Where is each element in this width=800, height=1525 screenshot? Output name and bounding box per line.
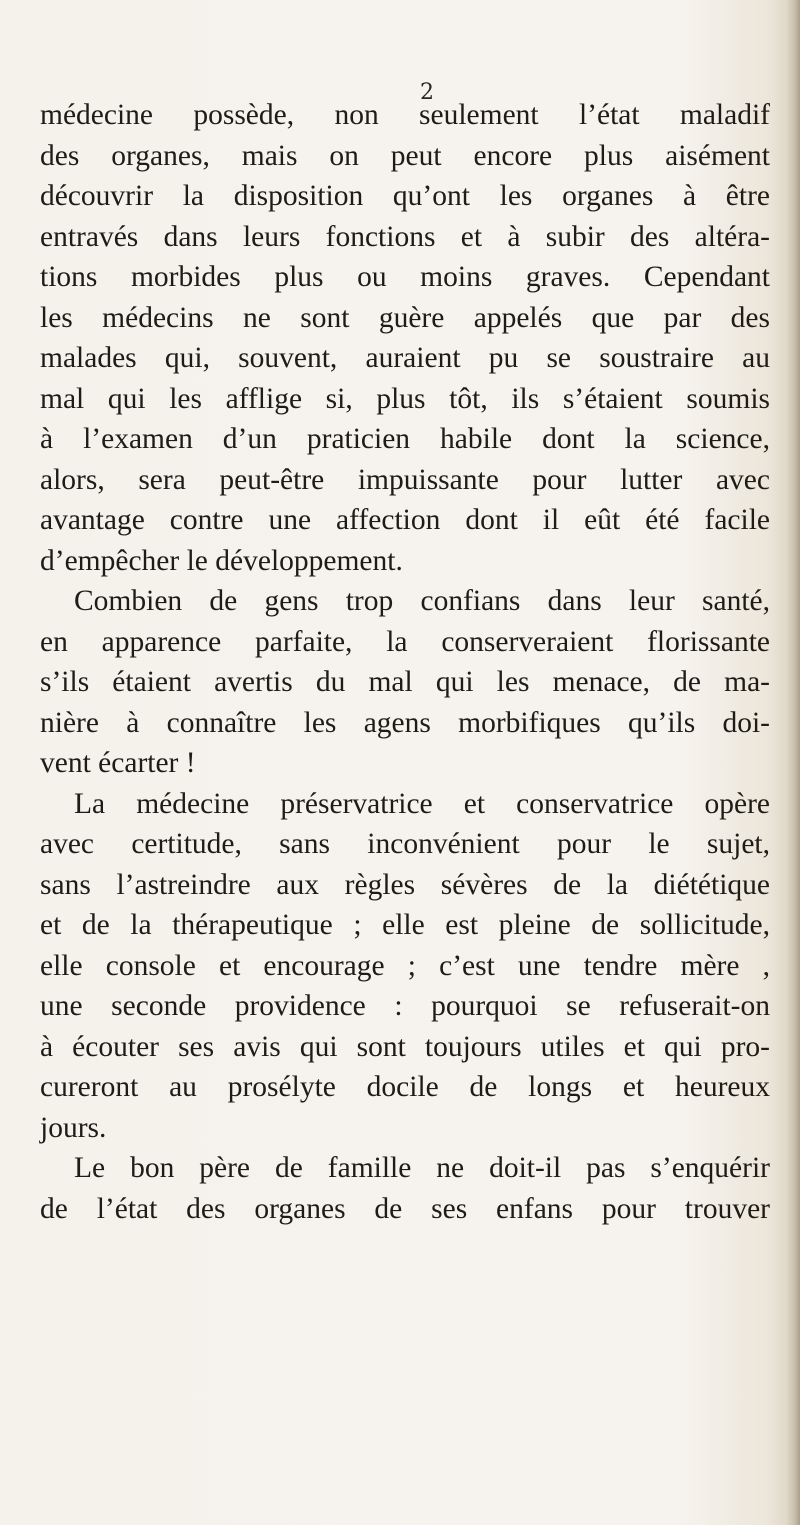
page-edge-shadow — [786, 0, 800, 1525]
text-line: médecine possède, non seulement l’état maladif — [40, 99, 770, 131]
text-line: alors, sera peut-être impuissante pour lutter avec — [40, 463, 770, 496]
text-line: vent écarter ! — [40, 747, 196, 779]
text-line: nière à connaître les agens morbifiques qu’ils doi- — [40, 706, 770, 739]
text-line: entravés dans leurs fonctions et à subir des altéra- — [40, 220, 770, 253]
text-line: elle console et encourage ; c’est une tendre mère , — [40, 949, 770, 982]
text-line: avec certitude, sans inconvénient pour le sujet, — [40, 828, 770, 860]
text-line: en apparence parfaite, la conserveraient florissante — [40, 625, 770, 658]
text-line: La médecine préservatrice et conservatrice opère — [74, 787, 770, 820]
text-line: malades qui, souvent, auraient pu se soustraire au — [40, 342, 770, 374]
text-line: jours. — [40, 1111, 107, 1144]
body-text — [40, 95, 770, 1229]
text-line: mal qui les afflige si, plus tôt, ils s’étaient soumis — [40, 382, 770, 415]
text-line: des organes, mais on peut encore plus aisément — [40, 139, 770, 172]
page-number: 2 — [420, 80, 434, 105]
text-line: de l’état des organes de ses enfans pour trouver — [40, 1192, 770, 1225]
text-line: et de la thérapeutique ; elle est pleine de sollicitude, — [40, 909, 770, 941]
text-line: à écouter ses avis qui sont toujours utiles et qui pro- — [40, 1030, 770, 1063]
text-line: à l’examen d’un praticien habile dont la science, — [40, 423, 770, 455]
text-line: une seconde providence : pourquoi se refuserait-on — [40, 990, 770, 1022]
text-line: tions morbides plus ou moins graves. Cependant — [40, 261, 770, 293]
text-line: Le bon père de famille ne doit-il pas s’enquérir — [74, 1152, 770, 1184]
text-line: d’empêcher le développement. — [40, 544, 403, 577]
text-line: sans l’astreindre aux règles sévères de la diététique — [40, 868, 770, 901]
text-line: avantage contre une affection dont il eût été facile — [40, 504, 770, 536]
text-line: découvrir la disposition qu’ont les organes à être — [40, 180, 770, 212]
text-line: cureront au prosélyte docile de longs et heureux — [40, 1071, 770, 1103]
text-line: s’ils étaient avertis du mal qui les menace, de ma- — [40, 666, 770, 698]
text-line: Combien de gens trop confians dans leur santé, — [74, 585, 770, 617]
text-line: les médecins ne sont guère appelés que par des — [40, 301, 770, 334]
